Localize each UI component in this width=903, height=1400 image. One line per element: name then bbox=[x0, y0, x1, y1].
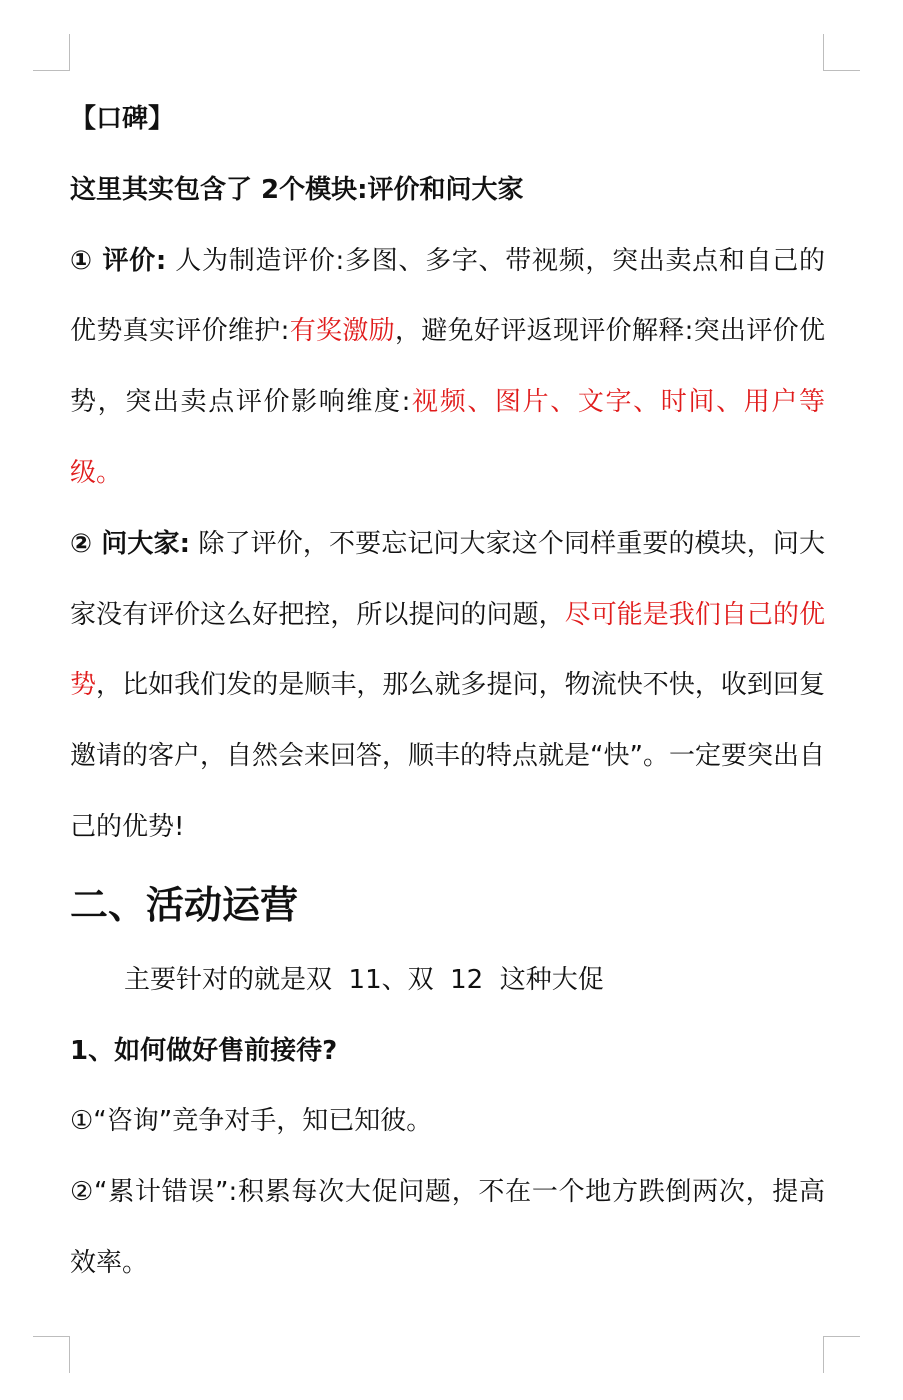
pingjia-red-a: 有奖激励 bbox=[289, 316, 396, 347]
crop-mark-bottom-right bbox=[823, 1336, 860, 1373]
pingjia-text-a: 人为制造评价:多图、多字、带视频，突出卖点和自己的优势真实评价维护: bbox=[70, 245, 826, 347]
document-body bbox=[70, 84, 825, 1299]
wendajia-label: ② 问大家: bbox=[70, 528, 191, 559]
wendajia-red-a: 尽可能是我们自己的优势 bbox=[70, 599, 825, 701]
modules-intro: 这里其实包含了 2个模块:评价和问大家 bbox=[70, 174, 524, 205]
pingjia-red-b: 视频、图片、文字、时间、用户等级。 bbox=[70, 387, 825, 488]
wendajia-text-b: ，比如我们发的是顺丰，那么就多提问，物流快不快，收到回复邀请的客户，自然会来回答，顺丰的特点就是“快”。一定要突出自己的优势! bbox=[70, 670, 825, 842]
wendajia-text-a: 除了评价，不要忘记问大家这个同样重要的模块，问大家没有评价这么好把控，所以提问的问题， bbox=[70, 528, 826, 630]
crop-mark-bottom-left bbox=[33, 1336, 70, 1373]
koubei-title: 【口碑】 bbox=[70, 104, 175, 134]
subheading-1: 1、如何做好售前接待? bbox=[70, 1035, 338, 1066]
list-item-1: ①“咨询”竞争对手，知已知彼。 bbox=[70, 1106, 433, 1137]
pingjia-text-b: ，避免好评返现评价解释:突出评价优势，突出卖点评价影响维度: bbox=[70, 316, 825, 418]
crop-mark-top-right bbox=[823, 34, 860, 71]
pingjia-label: ① 评价: bbox=[70, 245, 167, 276]
section2-heading: 二、活动运营 bbox=[70, 882, 299, 927]
section2-intro: 主要针对的就是双 11、双 12 这种大促 bbox=[124, 964, 604, 995]
crop-mark-top-left bbox=[33, 34, 70, 71]
pingjia-paragraph bbox=[70, 226, 825, 509]
wendajia-paragraph bbox=[70, 509, 825, 863]
list-item-2: ②“累计错误”:积累每次大促问题，不在一个地方跌倒两次，提高效率。 bbox=[70, 1177, 825, 1278]
